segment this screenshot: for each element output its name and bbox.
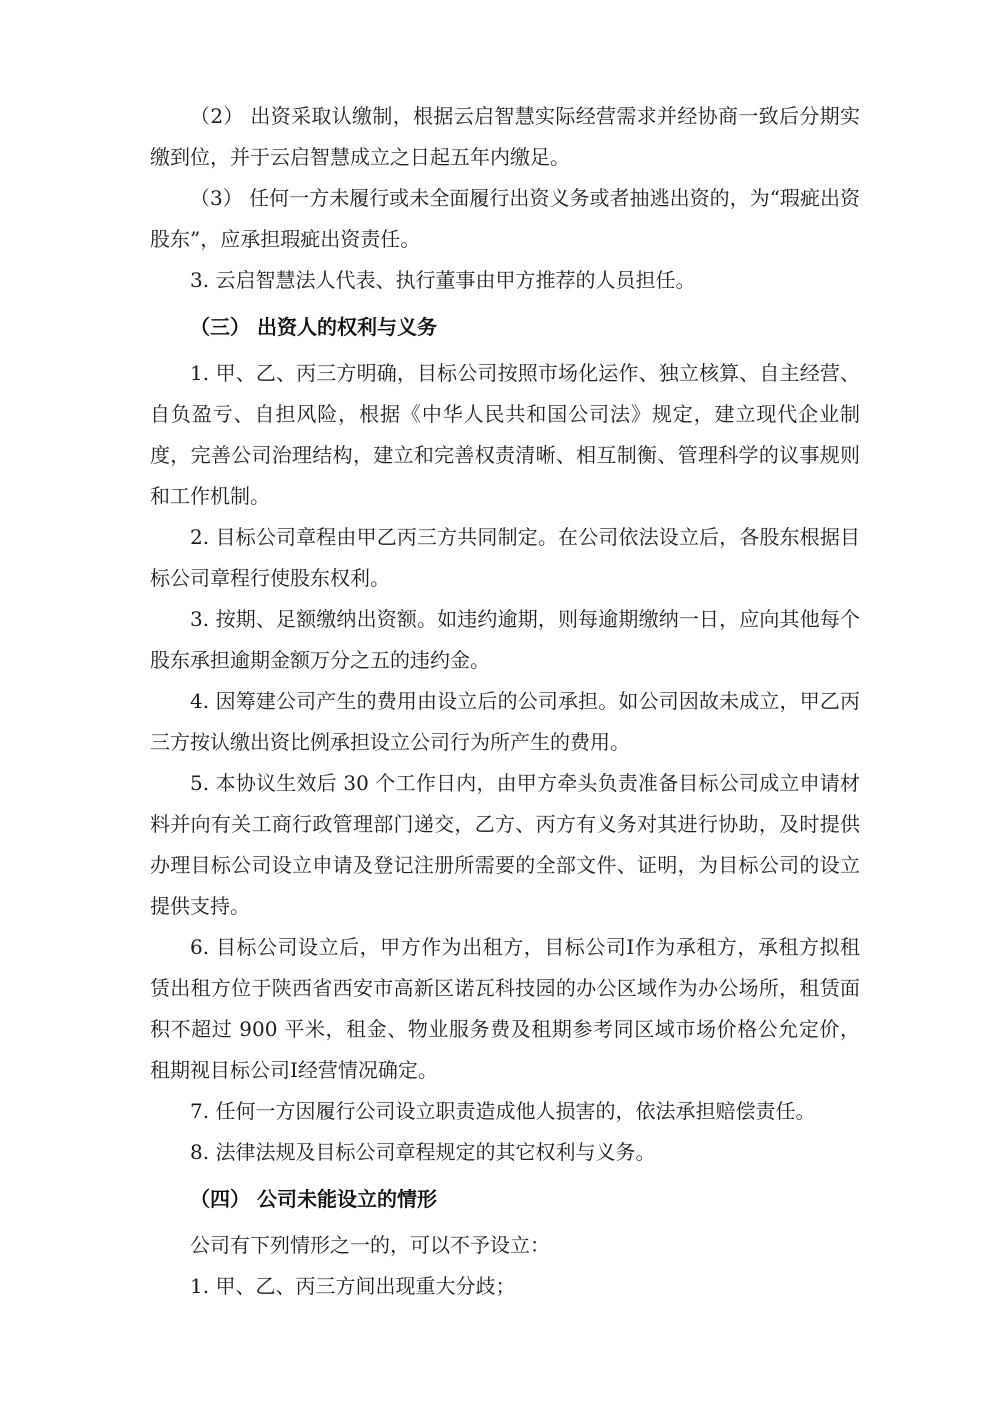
paragraph: 5. 本协议生效后 30 个工作日内，由甲方牵头负责准备目标公司成立申请材料并向有关工商行政管理部门递交，乙方、丙方有义务对其进行协助，及时提供办理目标公司设立申请及登记注册所需要的全部文件、证明，为目标公司的设立提供支持。 [150,771,860,918]
paragraph: （3） 任何一方未履行或未全面履行出资义务或者抽逃出资的，为“瑕疵出资股东”，应承担瑕疵出资责任。 [150,186,860,251]
paragraph: （2） 出资采取认缴制，根据云启智慧实际经营需求并经协商一致后分期实缴到位，并于云启智慧成立之日起五年内缴足。 [150,104,860,169]
paragraph: 2. 目标公司章程由甲乙丙三方共同制定。在公司依法设立后，各股东根据目标公司章程行使股东权利。 [150,525,860,590]
paragraph: 7. 任何一方因履行公司设立职责造成他人损害的，依法承担赔偿责任。 [190,1099,816,1123]
paragraph: 4. 因筹建公司产生的费用由设立后的公司承担。如公司因故未成立，甲乙丙三方按认缴出资比例承担设立公司行为所产生的费用。 [150,689,860,754]
paragraph: 8. 法律法规及目标公司章程规定的其它权利与义务。 [190,1140,656,1164]
paragraph: 1. 甲、乙、丙三方明确，目标公司按照市场化运作、独立核算、自主经营、自负盈亏、自担风险，根据《中华人民共和国公司法》规定，建立现代企业制度，完善公司治理结构，建立和完善权责清晰、相互制衡、管理科学的议事规则和工作机制。 [150,361,860,508]
section-heading: （三） 出资人的权利与义务 [190,315,437,339]
paragraph: 3. 云启智慧法人代表、执行董事由甲方推荐的人员担任。 [190,268,696,292]
paragraph: 公司有下列情形之一的，可以不予设立： [190,1233,550,1257]
paragraph: 6. 目标公司设立后，甲方作为出租方，目标公司Ⅰ作为承租方，承租方拟租赁出租方位于陕西省西安市高新区诺瓦科技园的办公区域作为办公场所，租赁面积不超过 900 平米，租金、物业服务费及租期参考同区域市场价格公允定价，租期视目标公司Ⅰ经营情况确定。 [150,935,860,1082]
document-body [150,96,860,1307]
section-heading: （四） 公司未能设立的情形 [190,1187,437,1211]
paragraph: 1. 甲、乙、丙三方间出现重大分歧； [190,1274,516,1298]
paragraph: 3. 按期、足额缴纳出资额。如违约逾期，则每逾期缴纳一日，应向其他每个股东承担逾期金额万分之五的违约金。 [150,607,860,672]
